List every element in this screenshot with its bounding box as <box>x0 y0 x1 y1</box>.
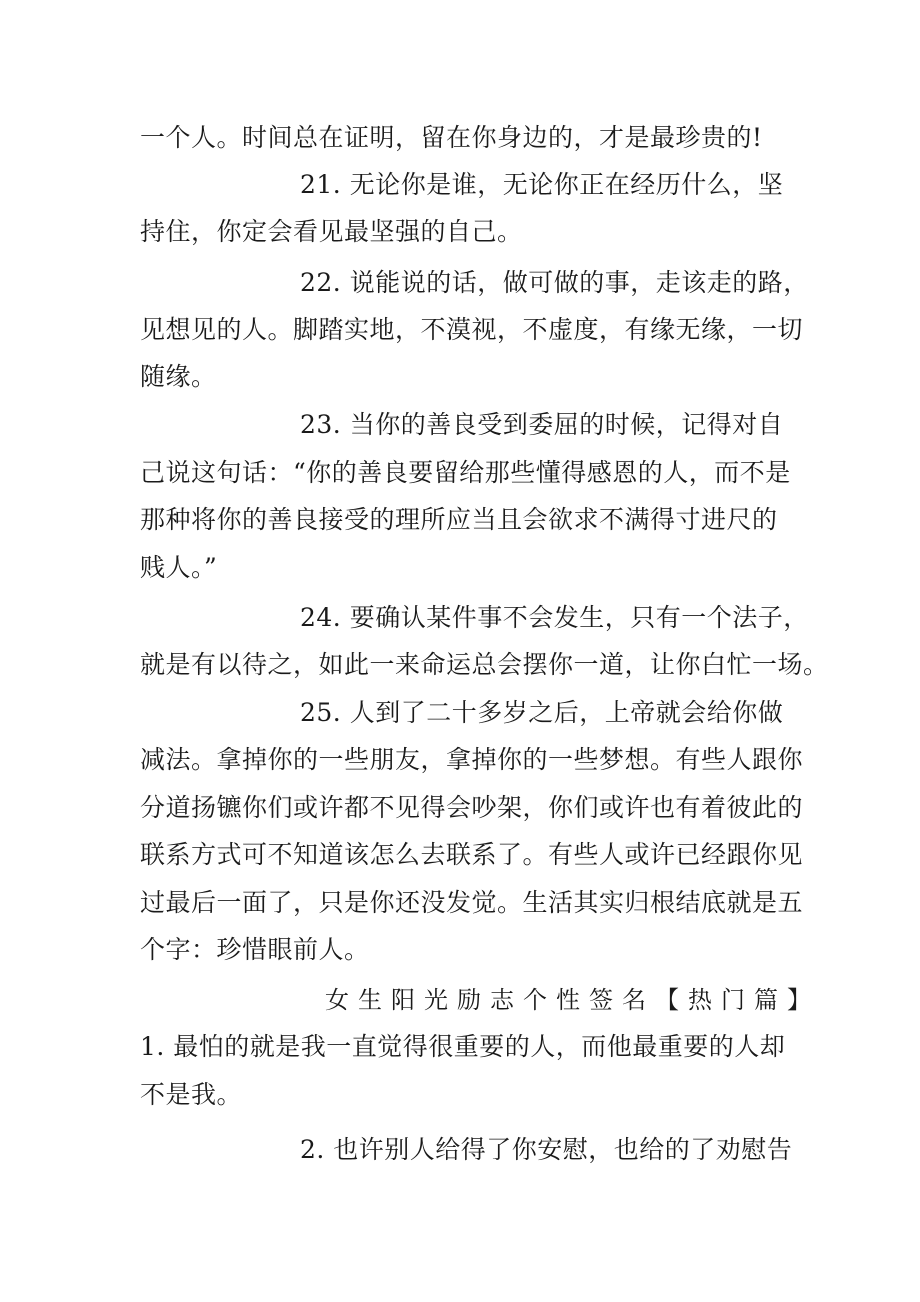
text-line-2: 21. 无论你是谁，无论你正在经历什么，坚 <box>300 170 784 199</box>
text-line-3: 持住，你定会看见最坚强的自己。 <box>140 217 523 246</box>
text-line-12: 就是有以待之，如此一来命运总会摆你一道，让你白忙一场。 <box>140 650 829 679</box>
text-line-6: 随缘。 <box>140 362 217 391</box>
text-line-14: 减法。拿掉你的一些朋友，拿掉你的一些梦想。有些人跟你 <box>140 745 804 774</box>
text-line-8: 己说这句话：“你的善良要留给那些懂得感恩的人，而不是 <box>140 458 791 487</box>
text-line-9: 那种将你的善良接受的理所应当且会欲求不满得寸进尺的 <box>140 505 778 534</box>
text-line-1: 一个人。时间总在证明，留在你身边的，才是最珍贵的! <box>140 123 763 152</box>
text-line-22: 2. 也许别人给得了你安慰，也给的了劝慰告 <box>300 1135 793 1164</box>
text-line-15: 分道扬镳你们或许都不见得会吵架，你们或许也有着彼此的 <box>140 793 804 822</box>
text-line-10: 贱人。” <box>140 553 218 582</box>
text-line-13: 25. 人到了二十多岁之后，上帝就会给你做 <box>300 698 784 727</box>
text-line-11: 24. 要确认某件事不会发生，只有一个法子， <box>300 603 809 632</box>
text-line-18: 个字：珍惜眼前人。 <box>140 935 370 964</box>
text-line-21: 不是我。 <box>140 1080 243 1109</box>
text-line-16: 联系方式可不知道该怎么去联系了。有些人或许已经跟你见 <box>140 840 804 869</box>
text-line-20: 1. 最怕的就是我一直觉得很重要的人，而他最重要的人却 <box>140 1032 786 1061</box>
text-line-17: 过最后一面了，只是你还没发觉。生活其实归根结底就是五 <box>140 888 804 917</box>
text-line-7: 23. 当你的善良受到委屈的时候，记得对自 <box>300 410 784 439</box>
text-line-5: 见想见的人。脚踏实地，不漠视，不虚度，有缘无缘，一切 <box>140 315 804 344</box>
section-heading: 女生阳光励志个性签名【热门篇】 <box>325 986 820 1014</box>
text-line-4: 22. 说能说的话，做可做的事，走该走的路， <box>300 268 809 297</box>
